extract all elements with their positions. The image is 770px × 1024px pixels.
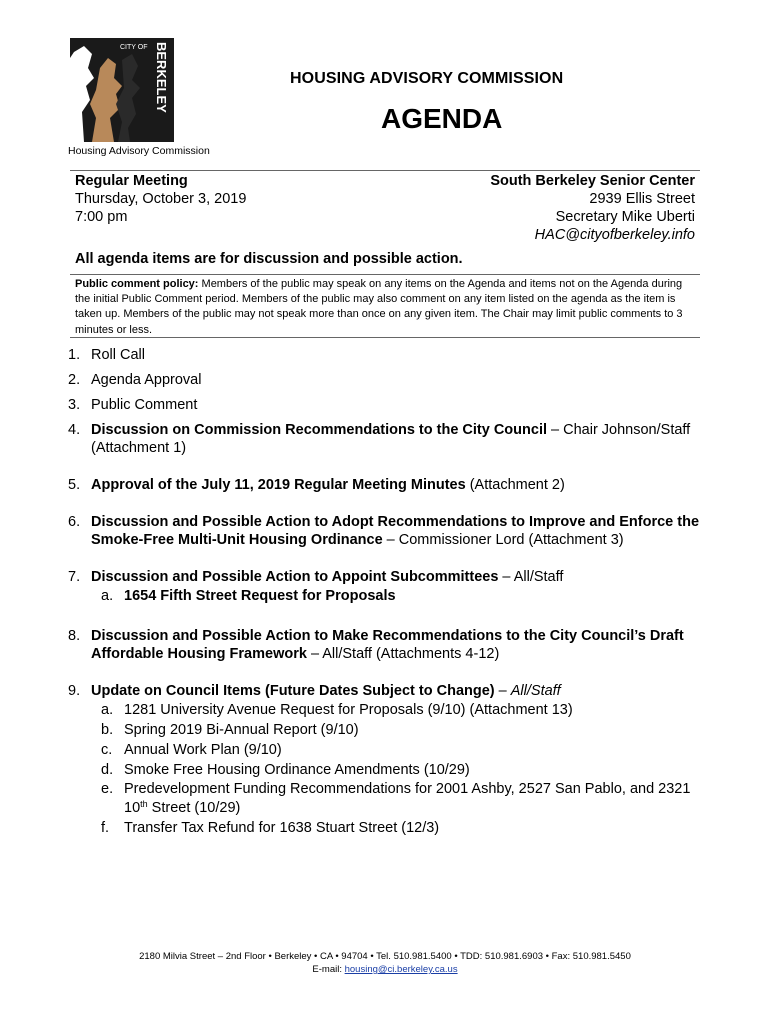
agenda-subitem-9d xyxy=(68,760,708,780)
agenda-subitem-9b xyxy=(68,720,708,740)
footer-address: 2180 Milvia Street – 2nd Floor • Berkeley • CA • 94704 • Tel. 510.981.5400 • TDD: 510.981.6903 • Fax: 510.981.5450 xyxy=(139,951,631,962)
agenda-subitem-9c xyxy=(68,740,708,760)
agenda-item-3 xyxy=(68,396,708,414)
item-number: 6. xyxy=(68,514,81,530)
item-title: Approval of the July 11, 2019 Regular Meeting Minutes xyxy=(91,477,466,493)
meeting-email[interactable]: HAC@cityofberkeley.info xyxy=(534,227,695,243)
footer-email-link[interactable]: housing@ci.berkeley.ca.us xyxy=(344,964,458,975)
meeting-venue: South Berkeley Senior Center xyxy=(490,173,695,189)
item-detail: – All/Staff xyxy=(498,569,564,585)
meeting-date: Thursday, October 3, 2019 xyxy=(75,191,247,207)
item-title: Discussion and Possible Action to Make Recommendations to the City Council’s Draft Affordable Housing Framework xyxy=(91,628,684,662)
subitem-text: 1654 Fifth Street Request for Proposals xyxy=(124,588,396,604)
subitem-text: Smoke Free Housing Ordinance Amendments (10/29) xyxy=(124,762,470,778)
agenda-title: AGENDA xyxy=(381,103,503,134)
page-footer xyxy=(0,950,770,976)
subitem-text: Annual Work Plan (9/10) xyxy=(124,742,282,758)
agenda-item-2 xyxy=(68,371,708,389)
subitem-letter: a. xyxy=(101,702,114,718)
item-detail: – Chair Johnson/Staff (Attachment 1) xyxy=(91,422,691,456)
meeting-info-left xyxy=(75,172,246,226)
item-detail: (Attachment 2) xyxy=(465,477,565,493)
item-title: Update on Council Items (Future Dates Subject to Change) xyxy=(91,683,495,699)
item-number: 5. xyxy=(68,477,81,493)
public-comment-policy xyxy=(75,277,695,338)
item-detail: – All/Staff (Attachments 4-12) xyxy=(306,646,500,662)
agenda-item-4 xyxy=(68,421,708,457)
agenda-subitem-9f xyxy=(68,818,708,838)
agenda-subitem-7a xyxy=(68,586,708,606)
agenda-subitem-9a xyxy=(68,700,708,720)
item-text: Agenda Approval xyxy=(91,372,202,388)
city-logo-graphic xyxy=(70,38,174,142)
item-text: Public Comment xyxy=(91,397,198,413)
agenda-item-1 xyxy=(68,346,708,364)
subitem-letter: f. xyxy=(101,820,110,836)
footer-email-label: E-mail: xyxy=(312,964,345,975)
logo-subtitle: Housing Advisory Commission xyxy=(68,145,210,157)
agenda-item-8 xyxy=(68,627,708,663)
subitem-superscript: th xyxy=(140,799,148,809)
meeting-type: Regular Meeting xyxy=(75,173,188,189)
policy-text: Members of the public may speak on any items on the Agenda and items not on the Agenda during the initial Public Comment period. Members of the public may also comment on any item listed on the agenda as the item is taken up. Members of the public may not speak more than once on any given item. The Chair may limit public comments to 3 minutes or less. xyxy=(75,278,683,336)
commission-title: HOUSING ADVISORY COMMISSION xyxy=(290,70,564,87)
agenda-items xyxy=(68,346,708,838)
item-title: Discussion on Commission Recommendations to the City Council xyxy=(91,422,547,438)
item-number: 8. xyxy=(68,628,81,644)
subitem-text-end: Street (10/29) xyxy=(147,800,241,816)
subitem-letter: a. xyxy=(101,588,114,604)
city-logo xyxy=(70,38,174,142)
item-number: 4. xyxy=(68,422,81,438)
logo-berkeley: BERKELEY xyxy=(154,42,169,113)
subitem-letter: d. xyxy=(101,762,114,778)
policy-top-divider xyxy=(70,274,700,275)
item-detail: – Commissioner Lord (Attachment 3) xyxy=(382,532,624,548)
item-dash: – xyxy=(494,683,511,699)
subitem-text: 1281 University Avenue Request for Proposals (9/10) (Attachment 13) xyxy=(124,702,573,718)
meeting-info-right xyxy=(490,172,695,244)
all-items-note: All agenda items are for discussion and possible action. xyxy=(75,251,463,267)
logo-city-of: CITY OF xyxy=(120,44,148,51)
footer-email-line xyxy=(0,963,770,976)
agenda-subitem-9e xyxy=(68,780,708,818)
subitem-text: Predevelopment Funding Recommendations for 2001 Ashby, 2527 San Pablo, and 2321 10 xyxy=(124,781,691,816)
item-text: Roll Call xyxy=(91,347,145,363)
policy-label: Public comment policy: xyxy=(75,278,199,290)
item-detail: All/Staff xyxy=(510,683,561,699)
item-title: Discussion and Possible Action to Adopt Recommendations to Improve and Enforce the Smoke-Free Multi-Unit Housing Ordinance xyxy=(91,514,700,548)
agenda-item-9 xyxy=(68,682,708,700)
subitem-letter: c. xyxy=(101,742,113,758)
item-number: 9. xyxy=(68,683,81,699)
header-divider xyxy=(70,170,700,171)
item-number: 3. xyxy=(68,397,81,413)
item-number: 7. xyxy=(68,569,81,585)
item-title: Discussion and Possible Action to Appoint Subcommittees xyxy=(91,569,499,585)
subitem-text: Spring 2019 Bi-Annual Report (9/10) xyxy=(124,722,359,738)
meeting-time: 7:00 pm xyxy=(75,209,128,225)
agenda-item-5 xyxy=(68,476,708,494)
policy-bottom-divider xyxy=(70,337,700,338)
item-number: 1. xyxy=(68,347,81,363)
subitem-text: Transfer Tax Refund for 1638 Stuart Street (12/3) xyxy=(124,820,440,836)
agenda-item-6 xyxy=(68,513,708,549)
subitem-letter: e. xyxy=(101,781,114,797)
subitem-letter: b. xyxy=(101,722,114,738)
item-number: 2. xyxy=(68,372,81,388)
agenda-item-7 xyxy=(68,568,708,586)
meeting-address: 2939 Ellis Street xyxy=(589,191,695,207)
meeting-secretary: Secretary Mike Uberti xyxy=(555,209,695,225)
